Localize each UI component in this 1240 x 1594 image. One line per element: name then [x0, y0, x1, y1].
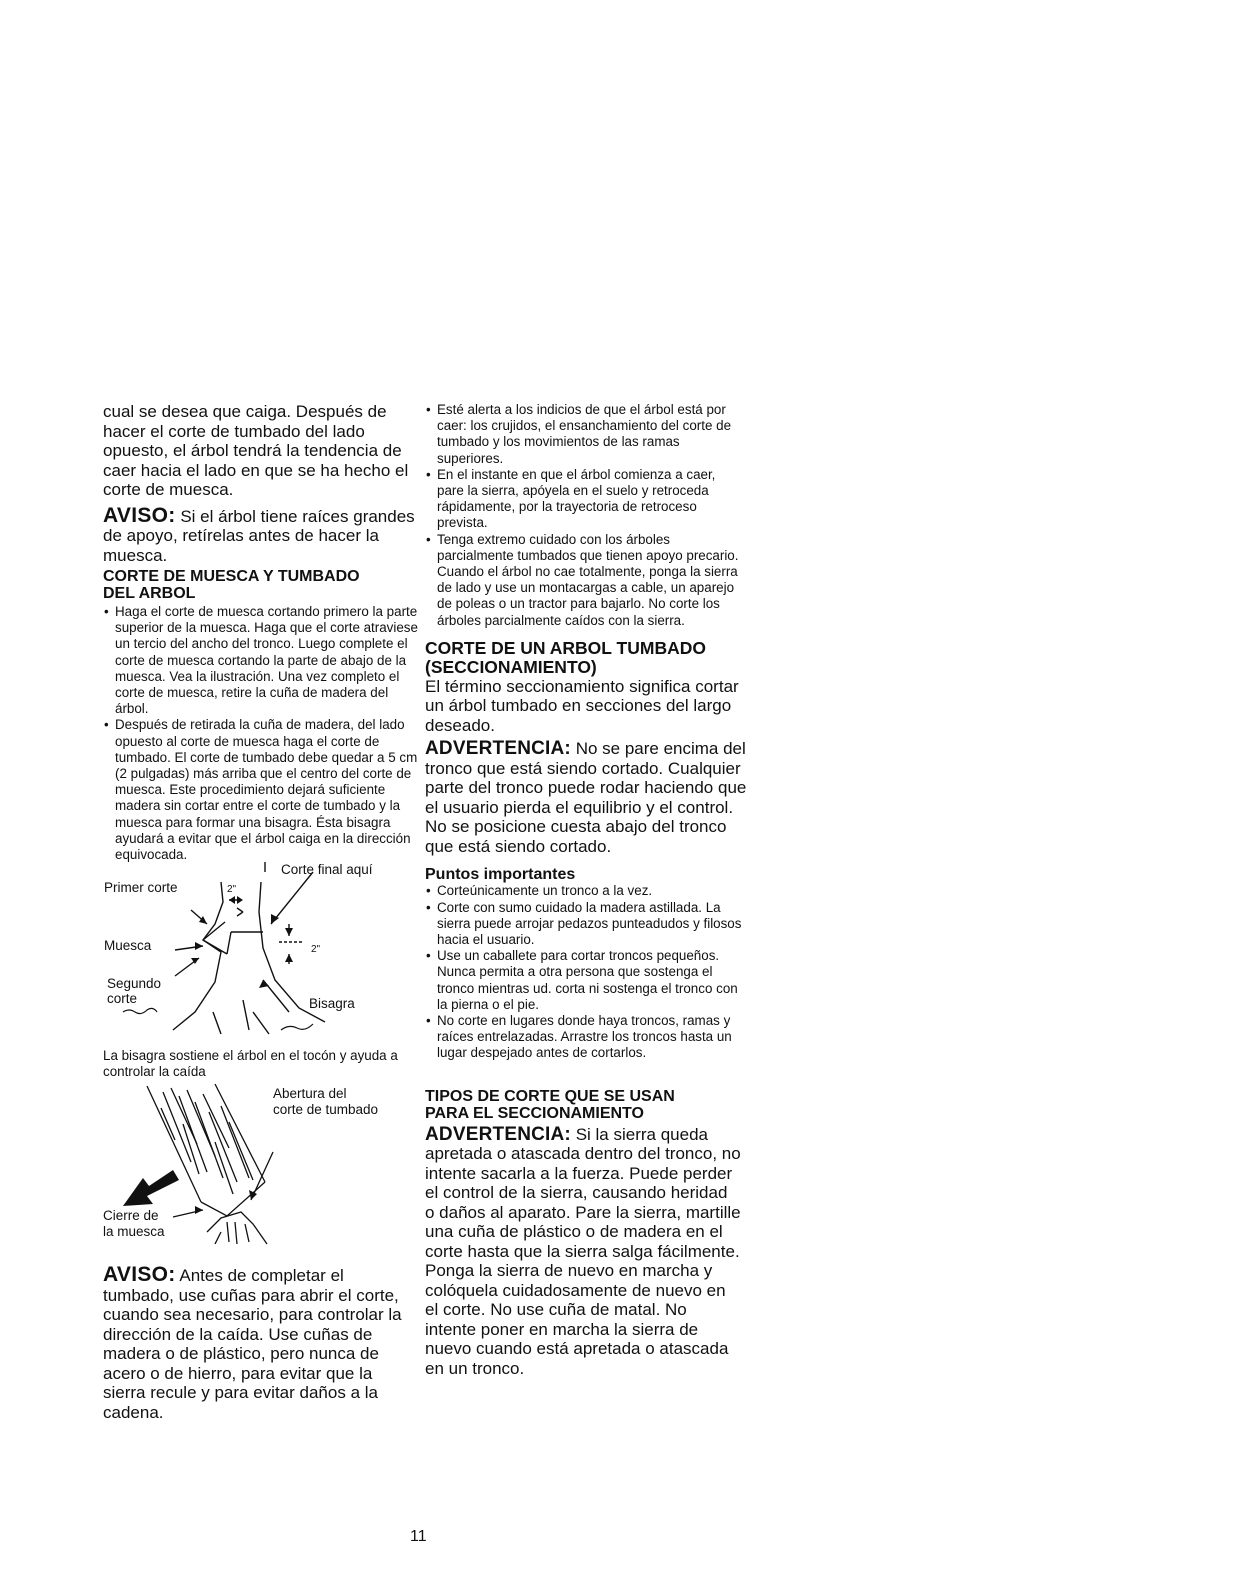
page-number: 11	[410, 1528, 427, 1545]
label-segundo: Segundo	[107, 976, 162, 992]
section-title-line: DEL ARBOL	[103, 585, 196, 602]
advertencia-label: ADVERTENCIA:	[425, 738, 571, 760]
list-item: • Después de retirada la cuña de madera, del lado opuesto al corte de muesca haga el corte de tumbado. El corte de tumbado debe quedar a 5 cm (2 pulgadas) más arriba que el centro del corte de muesca. Este procedimiento dejará suficiente madera sin cortar entre el corte de tumbado y la muesca para formar una bisagra. Ésta bisagra ayudará a evitar que el árbol caiga en la dirección equivocada.	[103, 717, 418, 863]
list-item: • Use un caballete para cortar troncos pequeños. Nunca permita a otra persona que sostenga el tronco mientras ud. corta ni sostenga el tronco con la pierna o el pie.	[425, 948, 743, 1013]
label-primer-corte: Primer corte	[104, 880, 178, 896]
label-cierre-1: Cierre de	[103, 1208, 159, 1224]
label-cierre-2: la muesca	[103, 1224, 165, 1240]
list-item: • Corte con sumo cuidado la madera astillada. La sierra puede arrojar pedazos punteadudos y filosos hacia el usuario.	[425, 900, 743, 949]
advertencia-pare-paragraph	[425, 739, 755, 856]
aviso-label: AVISO:	[103, 503, 176, 527]
right-column	[425, 402, 755, 1378]
intro-paragraph: cual se desea que caiga. Después de hacer el corte de tumbado del lado opuesto, el árbol tendrá la tendencia de caer hacia el lado en que se ha hecho el corte de muesca.	[103, 402, 409, 499]
section-title-seccionamiento	[425, 639, 755, 677]
notch-diagram	[103, 862, 418, 1040]
section-title-tipos	[425, 1088, 755, 1122]
section-title-line: (SECCIONAMIENTO)	[425, 656, 597, 677]
advertencia-atascada-paragraph	[425, 1125, 741, 1379]
aviso-cunas-text: Antes de completar el tumbado, use cuñas para abrir el corte, cuando sea necesario, para controlar la dirección de la caída. Use cuñas de madera o de plástico, pero nunca de acero o de hierro, para evitar que la sierra recule y para evitar daños a la cadena.	[103, 1266, 402, 1422]
section-title-line: TIPOS DE CORTE QUE SE USAN	[425, 1087, 675, 1105]
seccionamiento-intro: El término seccionamiento significa cortar un árbol tumbado en secciones del largo deseado.	[425, 676, 739, 735]
aviso-roots-paragraph	[103, 503, 418, 566]
section-title-line: CORTE DE UN ARBOL TUMBADO	[425, 637, 706, 658]
label-abertura-2: corte de tumbado	[273, 1102, 379, 1118]
advertencia-pare-text: No se pare encima del tronco que está siendo cortado. Cualquier parte del tronco puede rodar haciendo que el usuario pierda el equilibrio y el control. No se posicione cuesta abajo del tronco que está siendo cortado.	[425, 739, 747, 856]
section-title-muesca	[103, 568, 418, 602]
list-item: • Esté alerta a los indicios de que el árbol está por caer: los crujidos, el ensanchamiento del corte de tumbado y los movimientos de las ramas superiores.	[425, 402, 745, 467]
left-column	[103, 402, 418, 1422]
label-corte-final: Corte final aquí	[281, 862, 373, 878]
puntos-title: Puntos importantes	[425, 866, 576, 884]
list-item: • Haga el corte de muesca cortando primero la parte superior de la muesca. Haga que el corte atraviese un tercio del ancho del tronco. Luego complete el corte de muesca cortando la parte de abajo de la muesca. Vea la ilustración. Una vez completo el corte de muesca, retire la cuña de madera del árbol.	[103, 604, 418, 717]
aviso-roots-text: Si el árbol tiene raíces grandes de apoyo, retírelas antes de hacer la muesca.	[103, 506, 415, 565]
label-abertura-1: Abertura del	[273, 1086, 347, 1102]
label-dim-top: 2"	[227, 884, 237, 896]
label-bisagra: Bisagra	[309, 996, 355, 1012]
list-item: • En el instante en que el árbol comienza a caer, pare la sierra, apóyela en el suelo y retroceda rápidamente, por la trayectoria de retroceso prevista.	[425, 467, 745, 532]
puntos-bullet-list	[425, 883, 743, 1061]
label-dim-side: 2"	[311, 944, 321, 956]
advertencia-atascada-text: Si la sierra queda apretada o atascada dentro del tronco, no intente sacarla a la fuerza. Puede perder el control de la sierra, causando heridad o daños al aparato. Pare la sierra, martille una cuña de plástico o de madera en el corte hasta que la sierra salga fácilmente. Ponga la sierra de nuevo en marcha y colóquela cuidadosamente de nuevo en el corte. No use cuña de matal. No intente poner en marcha la sierra de nuevo cuando está apretada o atascada en un tronco.	[425, 1124, 741, 1378]
list-item: • Tenga extremo cuidado con los árboles parcialmente tumbados que tienen apoyo precario. Cuando el árbol no cae totalmente, ponga la sierra de lado y use un montacargas a cable, un aparejo de poleas o un tractor para bajarlo. No corte los árboles parcialmente caídos con la sierra.	[425, 532, 745, 629]
section-title-line: CORTE DE MUESCA Y TUMBADO	[103, 568, 360, 585]
muesca-bullet-list	[103, 604, 418, 863]
list-item: • Corteúnicamente un tronco a la vez.	[425, 883, 743, 899]
label-corte: corte	[107, 991, 138, 1007]
label-muesca: Muesca	[104, 938, 152, 954]
aviso-cunas-paragraph	[103, 1265, 418, 1422]
list-item: • No corte en lugares donde haya troncos, ramas y raíces entrelazadas. Arrastre los troncos hasta un lugar despejado antes de cortarlos.	[425, 1013, 743, 1062]
aviso-label: AVISO:	[103, 1263, 176, 1287]
section-title-line: PARA EL SECCIONAMIENTO	[425, 1104, 644, 1122]
falling-tree-diagram	[103, 1082, 418, 1247]
figure-caption: La bisagra sostiene el árbol en el tocón y ayuda a controlar la caída	[103, 1048, 398, 1080]
advertencia-label: ADVERTENCIA:	[425, 1123, 571, 1145]
felling-bullet-list	[425, 402, 745, 629]
